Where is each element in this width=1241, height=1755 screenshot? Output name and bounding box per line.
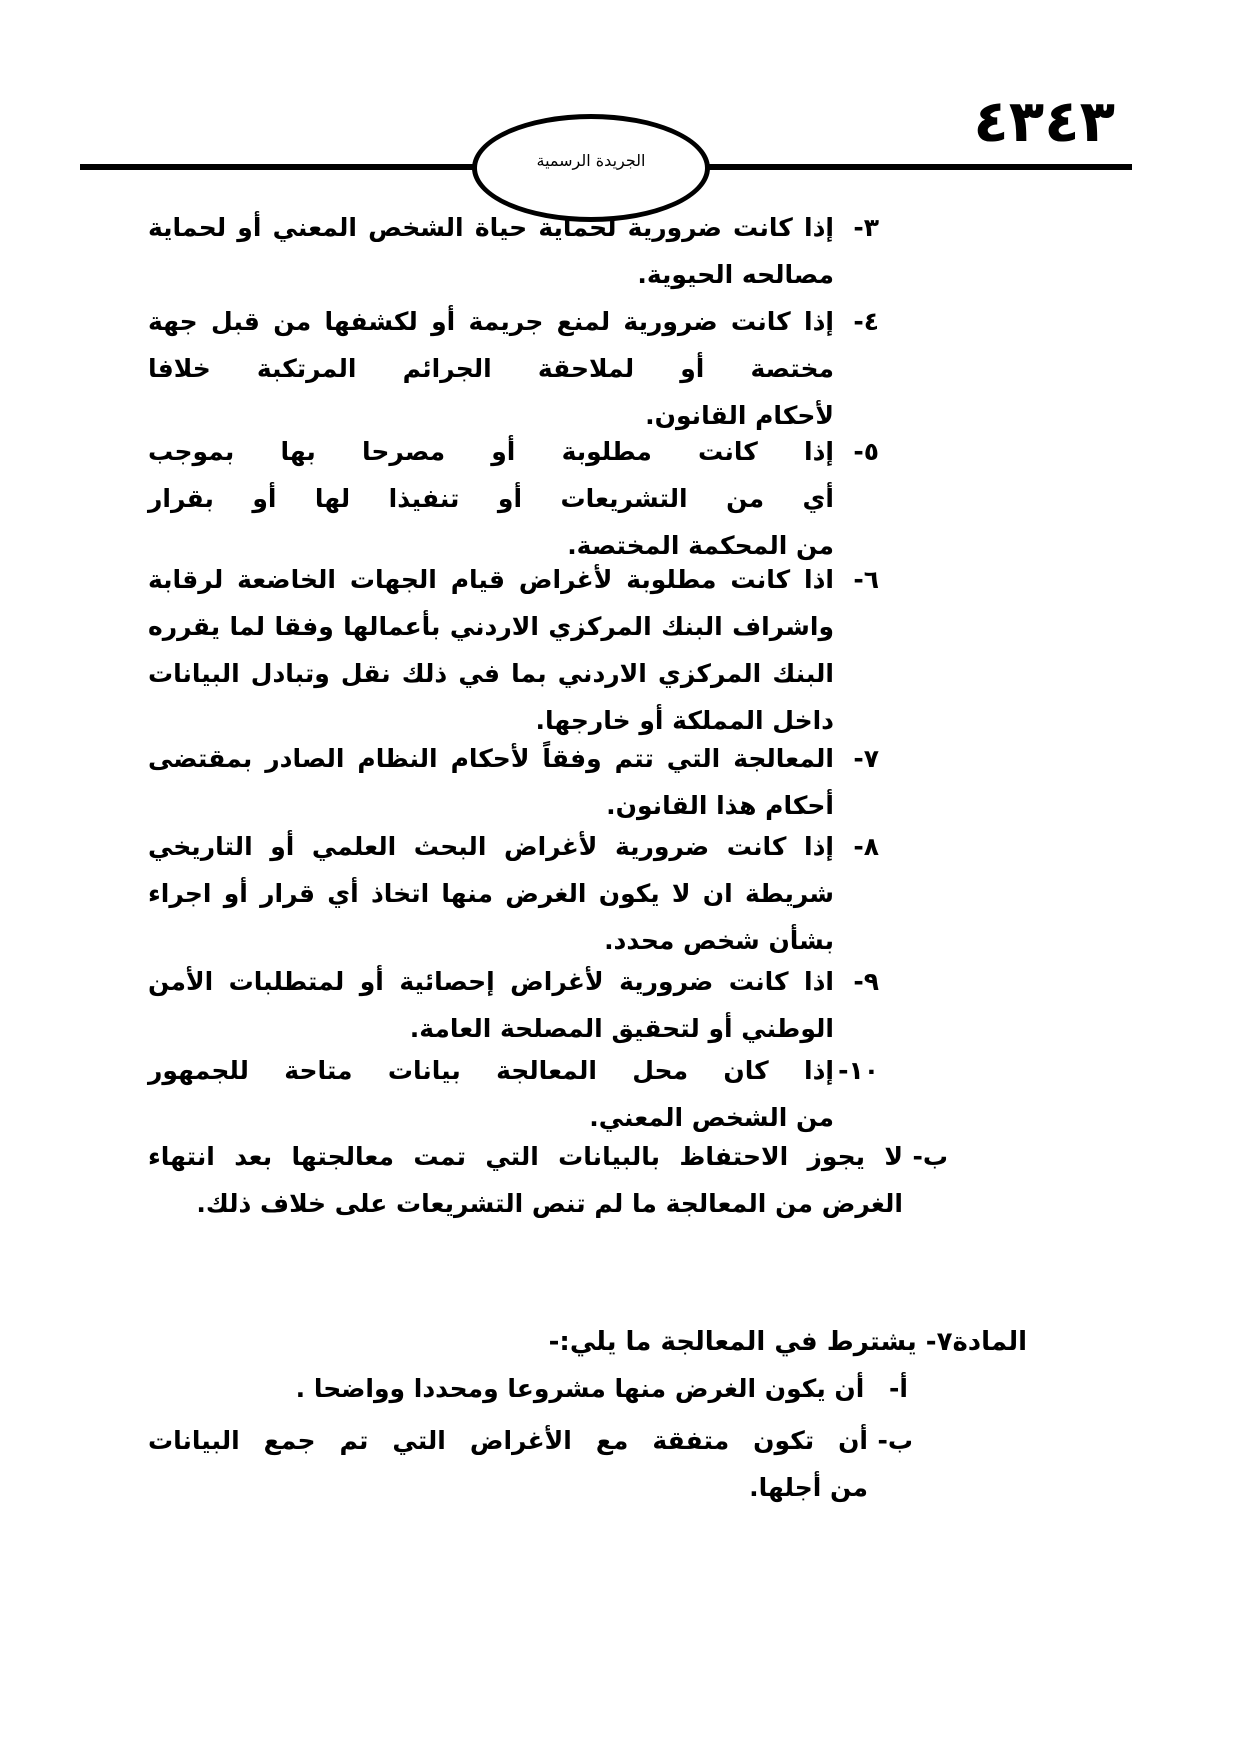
item-label: ب- [912, 1142, 948, 1171]
list-item [148, 823, 879, 964]
text-line: لا يجوز الاحتفاظ بالبيانات التي تمت معالجتها بعد انتهاء [148, 1142, 903, 1171]
text-line: اذا كانت ضرورية لأغراض إحصائية أو لمتطلبات الأمن [148, 967, 834, 996]
text-line: شريطة ان لا يكون الغرض منها اتخاذ أي قرار أو اجراء [148, 879, 834, 908]
item-number: ٣- [853, 213, 879, 242]
text-line: من الشخص المعني. [589, 1103, 834, 1132]
item-text: أن يكون الغرض منها مشروعا ومحددا وواضحا . [295, 1374, 865, 1403]
text-line: من أجلها. [749, 1473, 868, 1502]
item-text [148, 204, 834, 298]
item-number: ٥- [853, 437, 879, 466]
header-rule-right [700, 164, 1132, 170]
item-text [148, 556, 834, 744]
list-item-b [148, 1133, 948, 1227]
item-text [148, 958, 834, 1052]
item-label: ب- [877, 1426, 913, 1455]
text-line: إذا كانت ضرورية لمنع جريمة أو لكشفها من قبل جهة [148, 307, 834, 336]
page-number: ٤٣٤٣ [973, 87, 1115, 155]
text-line: مصالحه الحيوية. [637, 260, 834, 289]
list-item [148, 1047, 879, 1141]
item-label: أ- [889, 1374, 908, 1403]
item-text [148, 1133, 903, 1227]
text-line: مختصة أو لملاحقة الجرائم المرتكبة خلافا [148, 354, 834, 383]
list-item [148, 298, 879, 439]
text-line: لأحكام القانون. [645, 401, 834, 430]
text-line: إذا كانت مطلوبة أو مصرحا بها بموجب [148, 437, 834, 466]
article-item-a [296, 1374, 908, 1403]
text-line: واشراف البنك المركزي الاردني بأعمالها وفقا لما يقرره [148, 612, 834, 641]
text-line: بشأن شخص محدد. [604, 926, 834, 955]
text-line: من المحكمة المختصة. [567, 531, 834, 560]
list-item [148, 556, 879, 744]
article-heading: المادة٧- يشترط في المعالجة ما يلي:- [548, 1327, 1027, 1357]
list-item [148, 428, 879, 569]
item-number: ٦- [853, 565, 879, 594]
text-line: إذا كانت ضرورية لحماية حياة الشخص المعني أو لحماية [148, 213, 834, 242]
text-line: المعالجة التي تتم وفقاً لأحكام النظام الصادر بمقتضى [148, 744, 834, 773]
header-rule-left [80, 164, 480, 170]
list-item [148, 204, 879, 298]
text-line: الغرض من المعالجة ما لم تنص التشريعات على خلاف ذلك. [196, 1189, 903, 1218]
item-number: ٩- [853, 967, 879, 996]
item-text [148, 735, 834, 829]
item-text [148, 823, 834, 964]
text-line: أي من التشريعات أو تنفيذا لها أو بقرار [148, 484, 834, 513]
item-number: ٨- [853, 832, 879, 861]
list-item [148, 958, 879, 1052]
text-line: داخل المملكة أو خارجها. [535, 706, 834, 735]
article-item-b [148, 1417, 913, 1511]
text-line: إذا كان محل المعالجة بيانات متاحة للجمهور [148, 1056, 834, 1085]
item-number: ٤- [853, 307, 879, 336]
item-text [148, 1047, 834, 1141]
item-number: ٧- [853, 744, 879, 773]
text-line: البنك المركزي الاردني بما في ذلك نقل وتبادل البيانات [148, 659, 834, 688]
item-text [148, 428, 834, 569]
text-line: أن تكون متفقة مع الأغراض التي تم جمع البيانات [148, 1426, 868, 1455]
text-line: إذا كانت ضرورية لأغراض البحث العلمي أو التاريخي [148, 832, 834, 861]
publication-title: الجريدة الرسمية [536, 150, 646, 170]
text-line: اذا كانت مطلوبة لأغراض قيام الجهات الخاضعة لرقابة [148, 565, 834, 594]
text-line: أحكام هذا القانون. [606, 791, 834, 820]
list-item [148, 735, 879, 829]
text-line: الوطني أو لتحقيق المصلحة العامة. [409, 1014, 834, 1043]
item-number: ١٠- [838, 1056, 879, 1085]
item-text [148, 298, 834, 439]
item-text [148, 1417, 868, 1511]
